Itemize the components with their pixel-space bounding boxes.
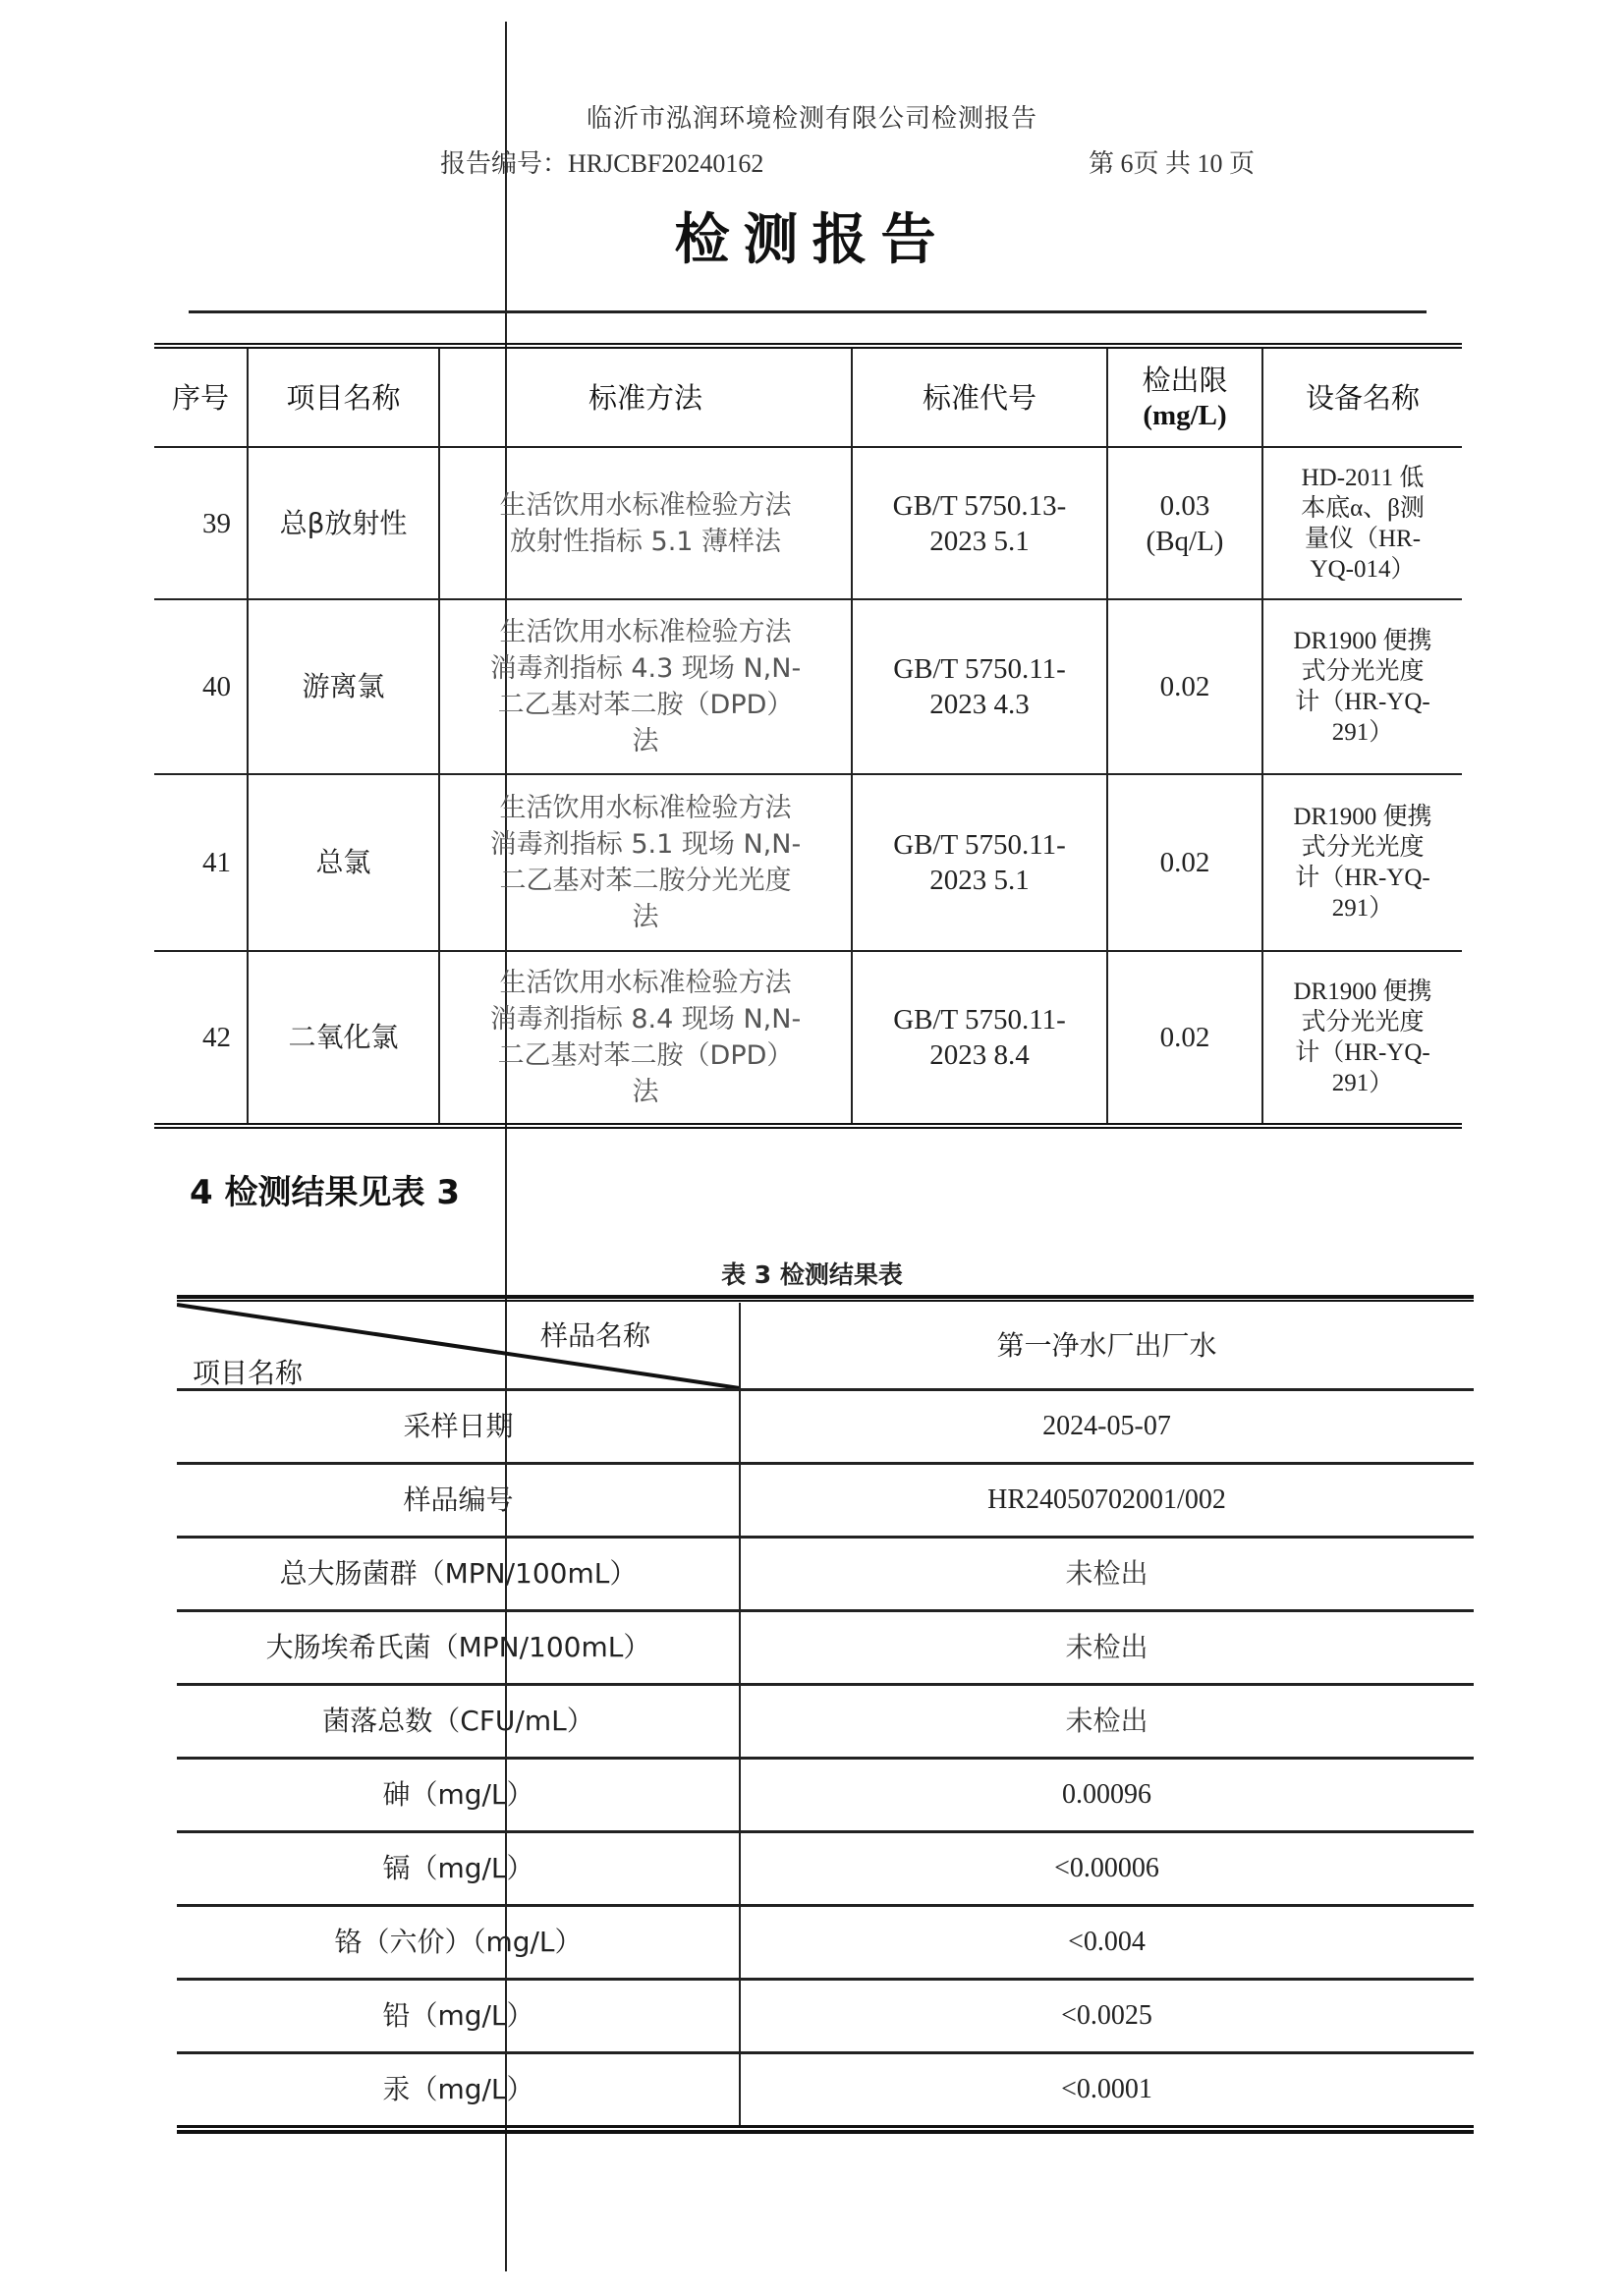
line: 消毒剂指标 8.4 现场 N,N- — [489, 1004, 802, 1035]
table-row — [177, 1388, 1474, 1462]
line: YQ-014） — [1310, 555, 1416, 583]
line: 2023 5.1 — [929, 865, 1030, 896]
line: GB/T 5750.13- — [892, 489, 1067, 522]
row-item: 总大肠菌群（MPN/100mL） — [279, 1557, 638, 1590]
table-row — [154, 599, 1462, 774]
column-divider — [739, 1303, 741, 2125]
table-row — [154, 447, 1462, 599]
line: 法 — [632, 726, 659, 756]
row-item: 砷（mg/L） — [382, 1778, 534, 1811]
sample-name-value: 第一净水厂出厂水 — [996, 1329, 1217, 1362]
line: DR1900 便携 — [1293, 628, 1432, 654]
line: 二乙基对苯二胺分光光度 — [499, 866, 792, 896]
row-seq: 41 — [154, 774, 248, 951]
report-number — [440, 143, 763, 180]
table-row — [154, 774, 1462, 951]
table-row — [177, 1830, 1474, 1904]
row-seq: 39 — [154, 447, 248, 599]
page-info: 第 6页 共 10 页 — [1089, 149, 1256, 178]
row-item: 铬（六价）（mg/L） — [334, 1926, 583, 1958]
column-header-item: 项目名称 — [248, 346, 439, 447]
line: GB/T 5750.11- — [893, 1004, 1066, 1036]
methods-table-header — [154, 346, 1462, 447]
line: 2023 8.4 — [929, 1039, 1030, 1071]
row-item: 铅（mg/L） — [382, 1999, 534, 2032]
row-item: 镉（mg/L） — [382, 1852, 534, 1884]
row-item: 汞（mg/L） — [382, 2073, 534, 2105]
row-limit — [1107, 951, 1262, 1126]
table-row — [177, 1904, 1474, 1978]
row-value: 未检出 — [1065, 1557, 1148, 1590]
results-table-bottom-border — [177, 2125, 1474, 2134]
row-code — [852, 774, 1107, 951]
row-item-name: 游离氯 — [248, 599, 439, 774]
line: 0.03 — [1159, 489, 1210, 522]
line: 生活饮用水标准检验方法 — [499, 968, 792, 998]
row-code — [852, 951, 1107, 1126]
item-name-label: 项目名称 — [193, 1357, 304, 1389]
line: 0.02 — [1159, 847, 1210, 878]
row-item-name: 总氯 — [248, 774, 439, 951]
line: 消毒剂指标 4.3 现场 N,N- — [489, 653, 802, 684]
row-device — [1262, 447, 1462, 599]
line: 291） — [1331, 895, 1394, 922]
row-item: 采样日期 — [403, 1410, 514, 1442]
table-row — [177, 1609, 1474, 1683]
table-row — [177, 1683, 1474, 1757]
line: 本底α、β测 — [1301, 494, 1425, 522]
row-item-name: 二氧化氯 — [248, 951, 439, 1126]
header-divider — [189, 310, 1427, 313]
line: 2023 4.3 — [929, 689, 1030, 720]
row-limit — [1107, 599, 1262, 774]
report-number-label: 报告编号： — [440, 149, 569, 178]
sample-name-label: 样品名称 — [540, 1319, 651, 1352]
table-row — [177, 1757, 1474, 1830]
row-method — [439, 599, 852, 774]
line: 291） — [1331, 1070, 1394, 1096]
row-item: 菌落总数（CFU/mL） — [322, 1705, 594, 1737]
row-value: <0.0025 — [1061, 2000, 1152, 2031]
row-value: <0.00006 — [1054, 1853, 1159, 1883]
line: 0.02 — [1159, 671, 1210, 702]
row-code — [852, 599, 1107, 774]
line: 0.02 — [1159, 1022, 1210, 1053]
table-row — [177, 2051, 1474, 2125]
line: (Bq/L) — [1146, 525, 1224, 557]
row-method — [439, 951, 852, 1126]
column-header-limit — [1107, 346, 1262, 447]
table-row — [154, 951, 1462, 1126]
methods-table — [154, 343, 1462, 1129]
limit-unit: (mg/L) — [1143, 399, 1227, 431]
line: GB/T 5750.11- — [893, 653, 1066, 685]
row-item: 样品编号 — [403, 1483, 514, 1516]
row-value: HR24050702001/002 — [987, 1484, 1226, 1515]
line: GB/T 5750.11- — [893, 829, 1066, 861]
row-value: 2024-05-07 — [1042, 1411, 1171, 1441]
column-header-seq: 序号 — [154, 346, 248, 447]
row-value: 未检出 — [1065, 1705, 1148, 1737]
line: DR1900 便携 — [1293, 804, 1432, 830]
row-code — [852, 447, 1107, 599]
report-number-value: HRJCBF20240162 — [568, 149, 764, 178]
line: 2023 5.1 — [929, 525, 1030, 557]
line: DR1900 便携 — [1293, 979, 1432, 1005]
row-device — [1262, 774, 1462, 951]
row-limit — [1107, 774, 1262, 951]
results-table-caption: 表 3 检测结果表 — [721, 1260, 903, 1289]
row-item-name: 总β放射性 — [248, 447, 439, 599]
table-row — [177, 1462, 1474, 1536]
line: 法 — [632, 902, 659, 932]
line: 生活饮用水标准检验方法 — [499, 793, 792, 823]
line: 生活饮用水标准检验方法 — [499, 617, 792, 647]
line: HD-2011 低 — [1301, 464, 1425, 491]
results-table-header — [177, 1303, 1474, 1388]
line: 消毒剂指标 5.1 现场 N,N- — [489, 829, 802, 860]
company-header: 临沂市泓润环境检测有限公司检测报告 — [586, 104, 1037, 134]
row-seq: 42 — [154, 951, 248, 1126]
line: 计（HR-YQ- — [1295, 865, 1430, 891]
row-device — [1262, 599, 1462, 774]
line: 二乙基对苯二胺（DPD） — [497, 1040, 794, 1071]
row-device — [1262, 951, 1462, 1126]
line: 计（HR-YQ- — [1295, 689, 1430, 715]
row-seq: 40 — [154, 599, 248, 774]
table-row — [177, 1536, 1474, 1609]
line: 量仪（HR- — [1304, 525, 1422, 552]
line: 法 — [632, 1077, 659, 1107]
line: 二乙基对苯二胺（DPD） — [497, 690, 794, 720]
row-item: 大肠埃希氏菌（MPN/100mL） — [265, 1631, 651, 1663]
limit-label: 检出限 — [1142, 363, 1228, 397]
line: 放射性指标 5.1 薄样法 — [509, 526, 782, 557]
column-header-code: 标准代号 — [852, 346, 1107, 447]
column-header-method: 标准方法 — [439, 346, 852, 447]
line: 式分光光度 — [1301, 1009, 1425, 1036]
line: 式分光光度 — [1301, 834, 1425, 861]
column-header-device: 设备名称 — [1262, 346, 1462, 447]
table-row — [177, 1978, 1474, 2051]
line: 生活饮用水标准检验方法 — [499, 489, 792, 521]
line: 计（HR-YQ- — [1295, 1039, 1430, 1066]
row-value: <0.0001 — [1061, 2074, 1152, 2104]
row-method — [439, 774, 852, 951]
row-value: 未检出 — [1065, 1631, 1148, 1663]
section-heading: 4 检测结果见表 3 — [190, 1173, 460, 1212]
row-value: 0.00096 — [1062, 1779, 1151, 1810]
row-method — [439, 447, 852, 599]
row-value: <0.004 — [1068, 1927, 1146, 1957]
results-table-top-border — [177, 1295, 1474, 1302]
line: 式分光光度 — [1301, 658, 1425, 685]
row-limit — [1107, 447, 1262, 599]
page-title: 检测报告 — [674, 208, 950, 272]
line: 291） — [1331, 719, 1394, 746]
